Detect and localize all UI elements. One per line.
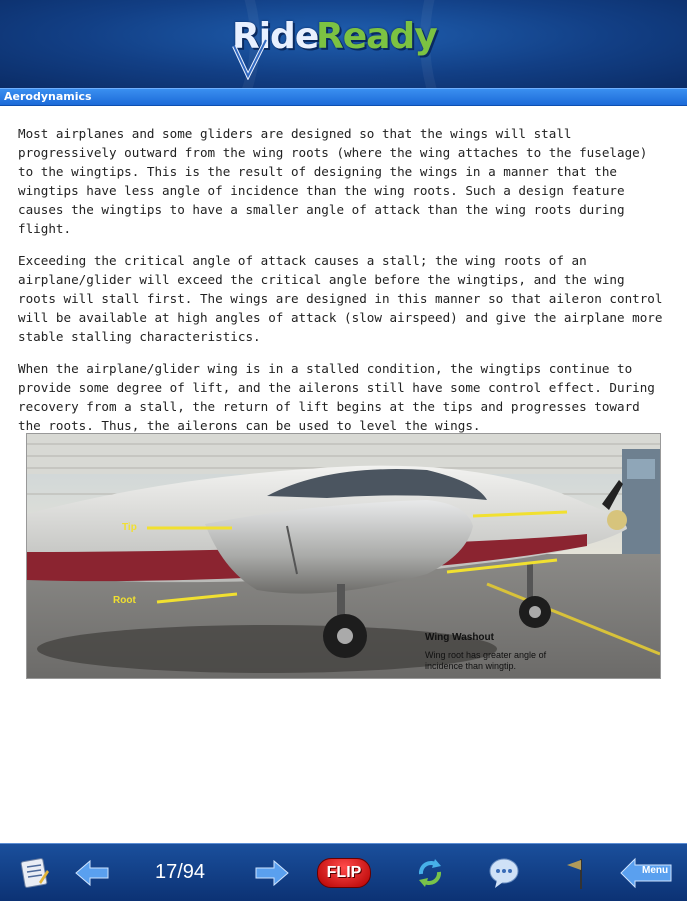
chat-button[interactable] (484, 844, 524, 901)
flip-button[interactable]: FLIP (317, 858, 371, 888)
airplane-photo-illustration (27, 434, 660, 678)
refresh-button[interactable] (408, 844, 452, 901)
menu-button[interactable] (618, 844, 674, 901)
tip-label: Tip (122, 522, 137, 533)
paragraph-2: Exceeding the critical angle of attack causes a stall; the wing roots of an airplane/glider will exceed the critical angle before the wingtips, and the wing roots will stall first. The wings are designed in this manner so that aileron control will be available at high angles of attack (slow airspeed) and give the airplane more stable stalling characteristics. (18, 253, 663, 344)
refresh-icon (413, 856, 447, 890)
wing-washout-figure (26, 433, 661, 679)
figure-caption-text: Wing root has greater angle of incidence than wingtip. (425, 650, 547, 671)
section-title: Aerodynamics (4, 90, 92, 103)
figure-caption-title: Wing Washout (425, 632, 494, 643)
next-page-button[interactable] (252, 844, 292, 901)
logo-text-ready: Ready (316, 16, 437, 57)
root-label: Root (113, 595, 136, 606)
bottom-toolbar (0, 843, 687, 901)
checkmark-icon (232, 38, 268, 80)
notes-icon (17, 856, 51, 890)
chat-icon (487, 856, 521, 890)
flip-button-container (316, 844, 372, 901)
previous-page-button[interactable] (72, 844, 112, 901)
page-counter: 17/94 (154, 861, 206, 883)
back-arrow-icon (74, 859, 110, 887)
logo-text-ride: Ride (232, 16, 319, 57)
rideready-logo (232, 10, 462, 80)
article-content (18, 124, 666, 448)
notes-button[interactable] (14, 844, 54, 901)
page-counter-container (140, 844, 220, 901)
app-header (0, 0, 687, 88)
flag-button[interactable] (558, 844, 594, 901)
paragraph-3: When the airplane/glider wing is in a stalled condition, the wingtips continue to provide some degree of lift, and the ailerons still have some control effect. During recovery from a stall, the return of lift begins at the tips and progresses toward the roots. Thus, the ailerons can be used to level the wings. (18, 361, 655, 433)
section-title-bar (0, 88, 687, 106)
header-decor (0, 0, 260, 88)
flag-icon (561, 855, 591, 891)
menu-label: Menu (642, 865, 669, 876)
forward-arrow-icon (254, 859, 290, 887)
paragraph-1: Most airplanes and some gliders are designed so that the wings will stall progressively outward from the wing roots (where the wing attaches to the fuselage) to the wingtips. This is the result of designing the wings in a manner that the wingtips have less angle of incidence than the wing roots. Such a design feature causes the wingtips to have a smaller angle of attack than the wing roots during flight. (18, 126, 648, 236)
